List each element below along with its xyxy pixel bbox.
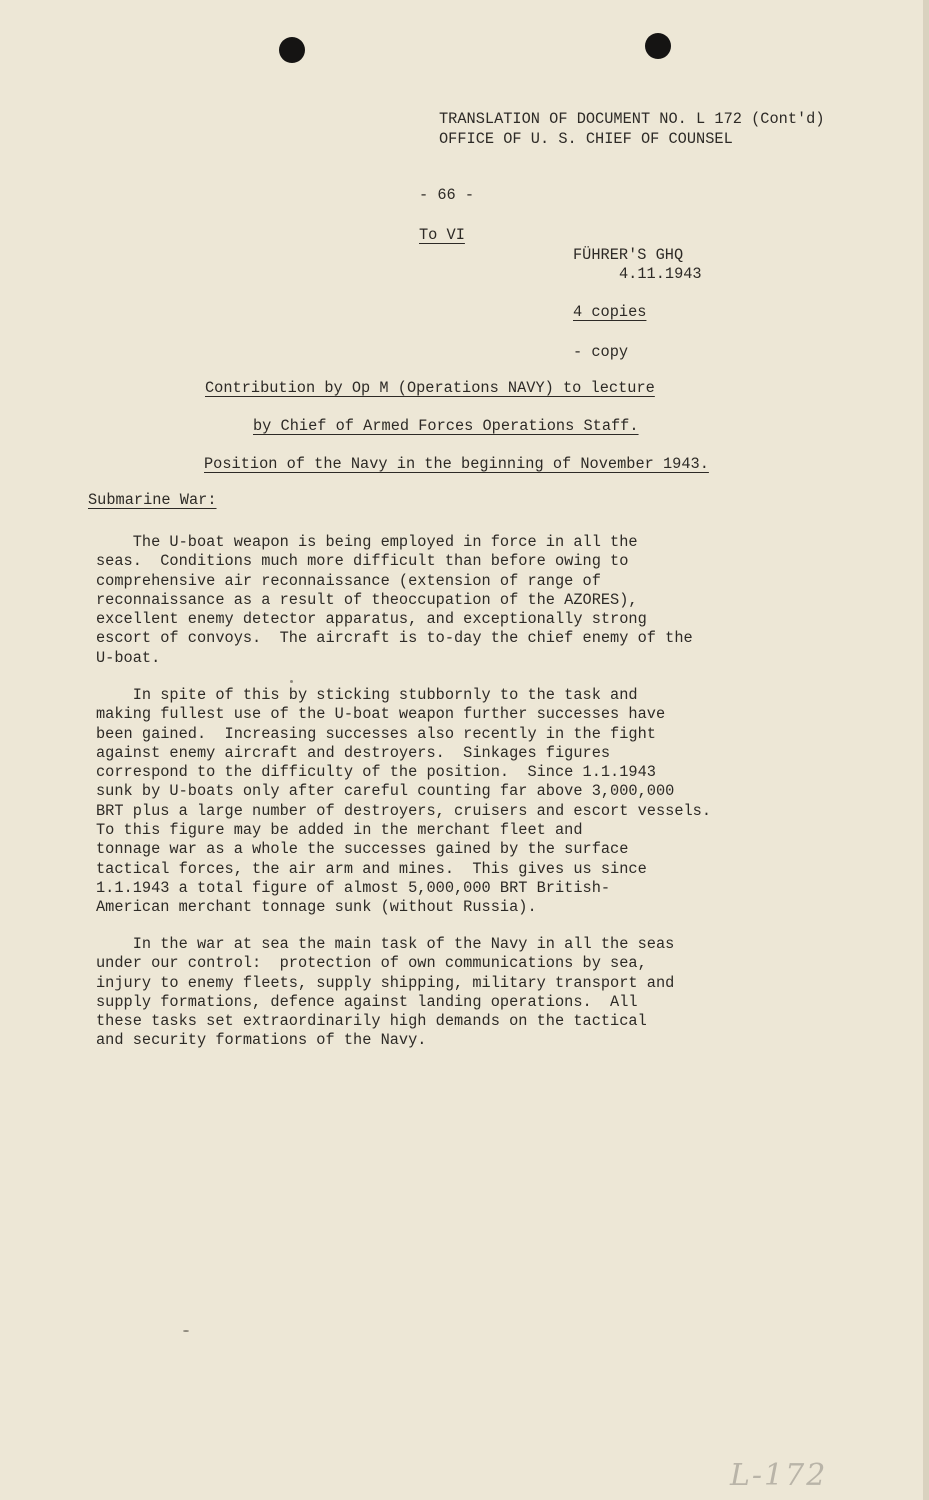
paper-speck	[183, 1330, 189, 1332]
to-line: To VI	[419, 226, 465, 244]
paragraph-line: tactical forces, the air arm and mines. This gives us since	[96, 859, 647, 878]
paragraph-line: supply formations, defence against landing operations. All	[96, 992, 638, 1011]
paragraph-line: In spite of this by sticking stubbornly to the task and	[96, 686, 638, 704]
paragraph-line: reconnaissance as a result of theoccupation of the AZORES),	[96, 590, 638, 609]
punch-hole-right	[645, 33, 671, 59]
paragraph-line: making fullest use of the U-boat weapon further successes have	[96, 705, 666, 724]
paragraph-line: BRT plus a large number of destroyers, cruisers and escort vessels.	[96, 801, 712, 820]
paragraph-line: The U-boat weapon is being employed in force in all the	[96, 533, 638, 551]
paragraph-line: tonnage war as a whole the successes gained by the surface	[96, 840, 629, 859]
place-line: FÜHRER'S GHQ	[573, 246, 684, 264]
paragraph-line: against enemy aircraft and destroyers. Sinkages figures	[96, 743, 611, 762]
paragraph-line: seas. Conditions much more difficult than before owing to	[96, 552, 629, 571]
copy-note: - copy	[573, 343, 629, 361]
section-heading: Submarine War:	[88, 491, 217, 509]
paragraph-line: U-boat.	[96, 648, 161, 667]
header-line-2: OFFICE OF U. S. CHIEF OF COUNSEL	[439, 130, 733, 148]
paragraph-1	[96, 533, 756, 668]
paragraph-line: been gained. Increasing successes also recently in the fight	[96, 724, 656, 743]
paragraph-line: excellent enemy detector apparatus, and exceptionally strong	[96, 610, 647, 629]
punch-hole-left	[279, 37, 305, 63]
paragraph-line: American merchant tonnage sunk (without Russia).	[96, 898, 537, 917]
paragraph-line: and security formations of the Navy.	[96, 1031, 427, 1050]
paragraph-line: escort of convoys. The aircraft is to-day the chief enemy of the	[96, 629, 693, 648]
paragraph-line: sunk by U-boats only after careful counting far above 3,000,000	[96, 782, 675, 801]
handwritten-mark: L-172	[730, 1458, 828, 1493]
page-number: - 66 -	[419, 186, 475, 204]
title-line-3: Position of the Navy in the beginning of November 1943.	[204, 455, 709, 473]
paragraph-line: In the war at sea the main task of the Navy in all the seas	[96, 935, 675, 953]
paragraph-line: 1.1.1943 a total figure of almost 5,000,000 BRT British-	[96, 878, 611, 897]
paragraph-2	[96, 686, 756, 918]
title-line-2: by Chief of Armed Forces Operations Staff.	[253, 417, 639, 435]
date-line: 4.11.1943	[619, 265, 702, 283]
paragraph-line: these tasks set extraordinarily high demands on the tactical	[96, 1012, 647, 1031]
paragraph-line: comprehensive air reconnaissance (extension of range of	[96, 571, 601, 590]
title-line-1: Contribution by Op M (Operations NAVY) to lecture	[205, 379, 655, 397]
paper-speck	[290, 680, 293, 683]
paragraph-line: correspond to the difficulty of the position. Since 1.1.1943	[96, 763, 656, 782]
page-edge	[923, 0, 929, 1500]
paragraph-line: injury to enemy fleets, supply shipping, military transport and	[96, 973, 675, 992]
copies-line: 4 copies	[573, 303, 647, 321]
paragraph-3	[96, 935, 756, 1051]
paragraph-line: under our control: protection of own communications by sea,	[96, 954, 647, 973]
paragraph-line: To this figure may be added in the merchant fleet and	[96, 821, 583, 840]
header-line-1: TRANSLATION OF DOCUMENT NO. L 172 (Cont'd)	[439, 110, 825, 128]
